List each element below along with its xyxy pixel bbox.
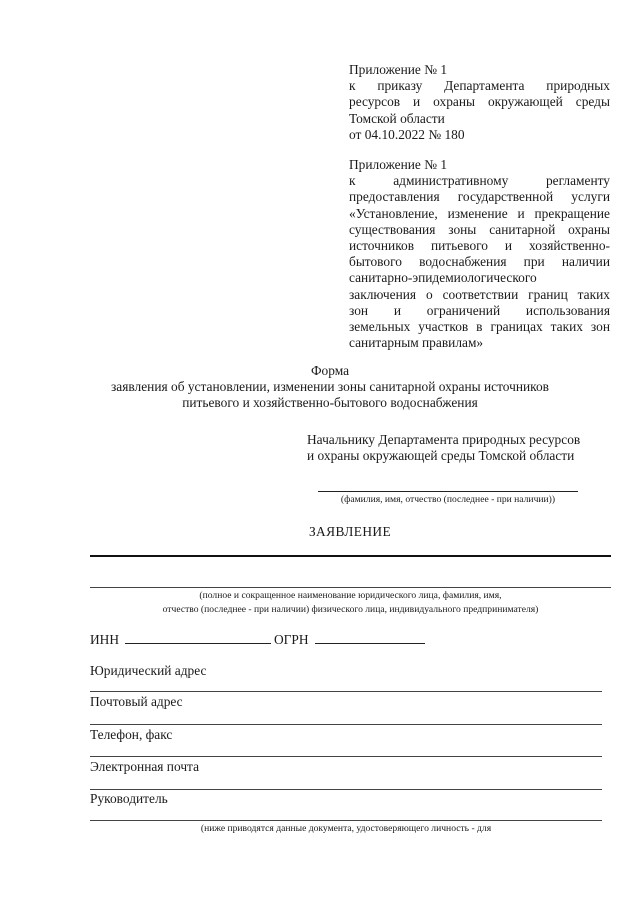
postal-address-label: Почтовый адрес (90, 694, 183, 709)
appendix-regulation-line: предоставления государственной услуги (349, 189, 610, 205)
postal-address-field (90, 694, 602, 710)
appendix-regulation-line: существования зоны санитарной охраны (349, 221, 610, 237)
inn-fill-line[interactable] (125, 631, 271, 644)
addressee-line: и охраны окружающей среды Томской области (307, 448, 575, 464)
ogrn-label: ОГРН (274, 632, 309, 647)
applicant-caption-line: (полное и сокращенное наименование юридического лица, фамилия, имя, (199, 590, 502, 601)
form-heading (60, 363, 600, 412)
phone-fax-fill-line[interactable] (90, 756, 602, 757)
document-title: ЗАЯВЛЕНИЕ (308, 524, 392, 539)
appendix-regulation-line: к административному регламенту (349, 173, 610, 189)
appendix-regulation-line: земельных участков в границах таких зон (349, 319, 610, 335)
email-label: Электронная почта (90, 759, 200, 774)
appendix-regulation-line: «Установление, изменение и прекращение (349, 205, 610, 221)
fio-caption: (фамилия, имя, отчество (последнее - при наличии)) (340, 494, 556, 505)
phone-fax-field (90, 727, 602, 743)
form-heading-line: питьевого и хозяйственно-бытового водоснабжения (182, 395, 478, 411)
appendix-order-line: к приказу Департамента природных (349, 78, 610, 94)
applicant-caption-line: отчество (последнее - при наличии) физического лица, индивидуального предпринимателя) (162, 604, 539, 615)
fio-fill-line[interactable] (318, 491, 578, 492)
appendix-regulation-line: заключения о соответствии границ таких (349, 286, 610, 302)
appendix-order-line: ресурсов и охраны окружающей среды (349, 94, 610, 110)
addressee-line: Начальнику Департамента природных ресурсов (307, 432, 581, 447)
form-heading-line: Форма (310, 363, 350, 378)
appendix-regulation-line: санитарным правилам» (349, 335, 484, 351)
ogrn-fill-line[interactable] (315, 631, 425, 644)
appendix-regulation-line: источников питьевого и хозяйственно- (349, 238, 610, 254)
appendix-order-line: Приложение № 1 (349, 62, 448, 77)
appendix-regulation-line: бытового водоснабжения при наличии (349, 254, 610, 270)
appendix-order-line: Томской области (349, 110, 445, 126)
legal-address-label: Юридический адрес (90, 663, 207, 678)
form-heading-line: заявления об установлении, изменении зоны санитарной охраны источников (111, 379, 549, 395)
addressee-block (307, 432, 607, 464)
appendix-regulation-line: Приложение № 1 (349, 157, 448, 172)
email-fill-line[interactable] (90, 789, 602, 790)
appendix-order-line: от 04.10.2022 № 180 (349, 126, 465, 142)
inn-label: ИНН (90, 632, 120, 647)
postal-address-fill-line[interactable] (90, 724, 602, 725)
applicant-name-fill-line-2[interactable] (90, 587, 611, 588)
head-label: Руководитель (90, 791, 168, 806)
phone-fax-label: Телефон, факс (90, 727, 173, 742)
head-fill-line[interactable] (90, 820, 602, 821)
inn-ogrn-row (90, 631, 425, 648)
identity-document-caption: (ниже приводятся данные документа, удостоверяющего личность - для (200, 823, 492, 834)
applicant-name-fill-line[interactable] (90, 555, 611, 557)
appendix-regulation-line: зон и ограничений использования (349, 302, 610, 318)
legal-address-fill-line[interactable] (90, 691, 602, 692)
legal-address-field (90, 663, 602, 679)
email-field (90, 759, 602, 775)
appendix-order-block (349, 62, 610, 143)
appendix-regulation-block (349, 157, 610, 351)
appendix-regulation-line: санитарно-эпидемиологического (349, 270, 537, 286)
head-field (90, 791, 602, 807)
applicant-name-caption (90, 589, 611, 617)
